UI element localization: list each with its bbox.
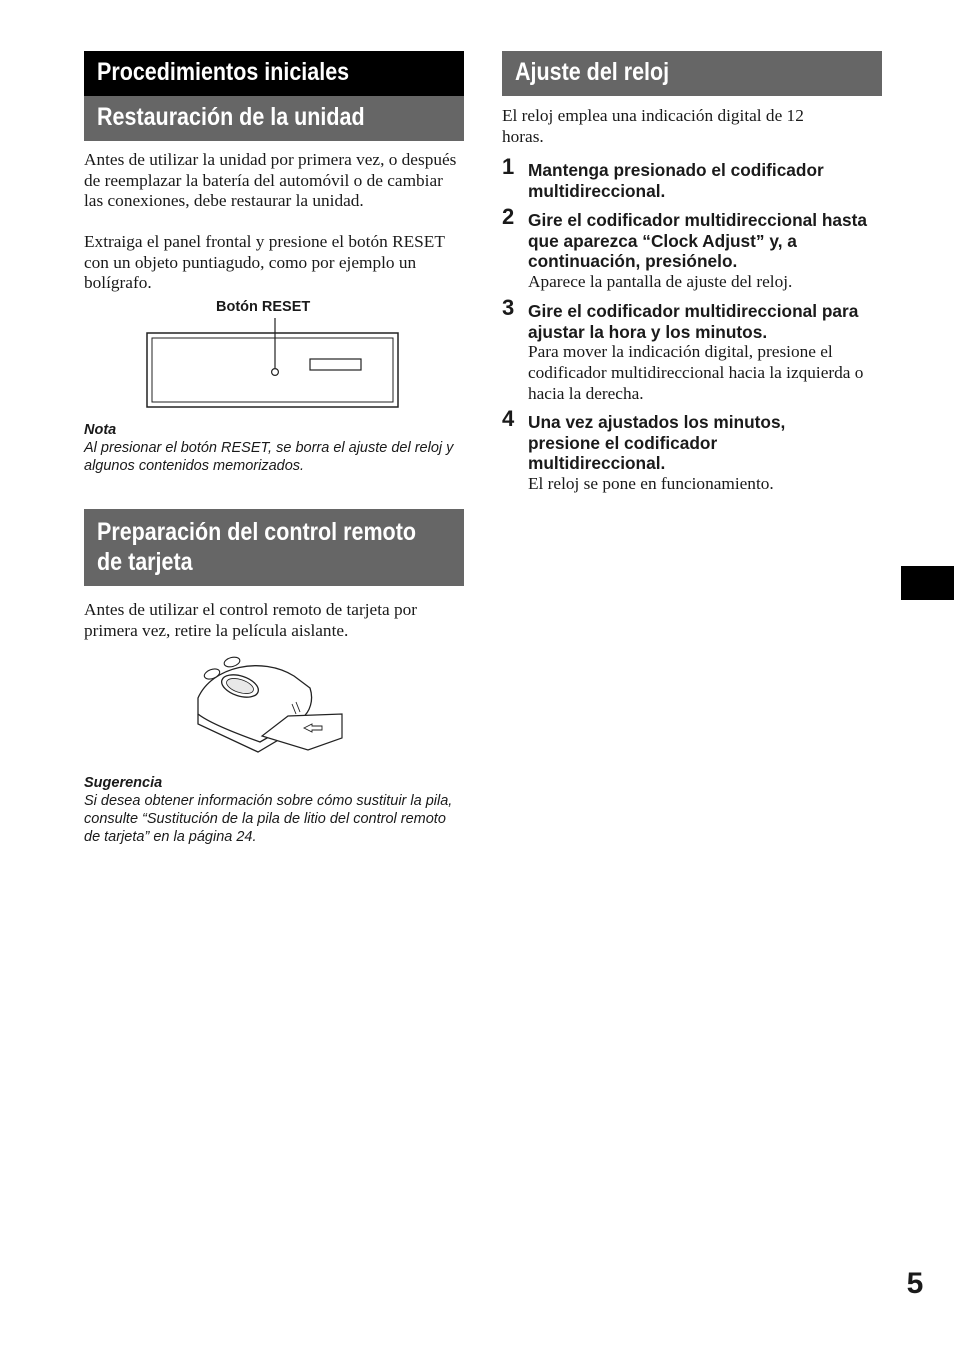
display-slot [310, 359, 361, 370]
reset-paragraph-1: Antes de utilizar la unidad por primera vez, o después de reemplazar la batería del automóvil o de cambiar las conexiones, debe restaurar la unidad. [84, 150, 457, 211]
step-title: Mantenga presionado el codificador multidireccional. [528, 160, 824, 201]
tip-text: Si desea obtener información sobre cómo sustituir la pila, consulte “Sustitución de la pila de litio del control remoto de tarjeta” en la página 24. [84, 793, 453, 845]
remote-section-heading [84, 509, 464, 586]
clock-section-heading [502, 51, 882, 96]
reset-button-hole [272, 369, 279, 376]
step-number: 4 [502, 406, 515, 431]
clock-intro: El reloj emplea una indicación digital de 12 horas. [502, 106, 804, 146]
remote-paragraph: Antes de utilizar el control remoto de tarjeta por primera vez, retire la película aislante. [84, 600, 418, 640]
remote-heading-line-2: de tarjeta [97, 548, 193, 576]
step-number: 1 [502, 154, 515, 179]
reset-section-heading-text: Restauración de la unidad [97, 103, 365, 131]
step-number: 3 [502, 295, 515, 320]
reset-button-label: Botón RESET [216, 299, 311, 315]
chapter-heading-text: Procedimientos iniciales [97, 58, 350, 86]
section-tab-marker [901, 566, 954, 600]
reset-section-heading [84, 96, 464, 141]
step-2 [502, 204, 882, 293]
remote-button-top [223, 656, 241, 669]
note-text: Al presionar el botón RESET, se borra el ajuste del reloj y algunos contenidos memorizados. [84, 440, 454, 474]
step-3 [502, 295, 882, 405]
front-panel-illustration [144, 318, 404, 414]
step-title: Una vez ajustados los minutos, presione el codificador multidireccional. [528, 412, 786, 474]
step-4 [502, 406, 882, 495]
chapter-heading [84, 51, 464, 96]
remote-heading-line-1: Preparación del control remoto [97, 518, 416, 546]
step-description: El reloj se pone en funcionamiento. [528, 474, 774, 494]
card-remote-illustration [192, 652, 352, 758]
reset-paragraph-2: Extraiga el panel frontal y presione el botón RESET con un objeto puntiagudo, como por ejemplo un bolígrafo. [84, 232, 445, 293]
step-description: Para mover la indicación digital, presione el codificador multidireccional hacia la izquierda o hacia la derecha. [528, 342, 864, 403]
clock-section-heading-text: Ajuste del reloj [515, 58, 670, 86]
step-title: Gire el codificador multidireccional para ajustar la hora y los minutos. [528, 301, 859, 342]
step-1 [502, 154, 882, 201]
step-number: 2 [502, 204, 515, 229]
tip-title: Sugerencia [84, 775, 163, 791]
page-number: 5 [906, 1267, 924, 1300]
step-description: Aparece la pantalla de ajuste del reloj. [528, 272, 793, 292]
step-title: Gire el codificador multidireccional hasta que aparezca “Clock Adjust” y, a continuación, presiónelo. [528, 210, 868, 272]
note-title: Nota [84, 422, 117, 438]
